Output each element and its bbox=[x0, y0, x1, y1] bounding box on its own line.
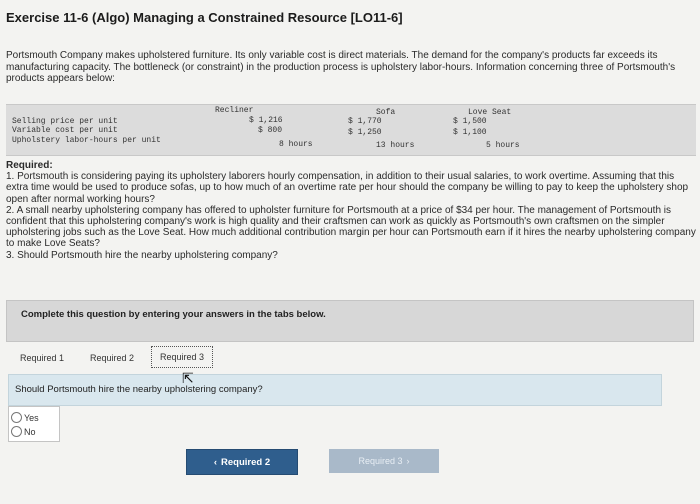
required-q2: 2. A small nearby upholstering company has offered to upholster furniture for Portsmouth at a price of $34 per hour. The management of Portsmouth is confident that this upholstering company's work is high quality and their craftsmen can work as quickly as Portsmouth's own craftsmen on the simpler upholstering jobs such as the Love Seat. How much additional contribution margin per hour can Portsmouth earn if it hires the nearby upholstering company to make Love Seats? bbox=[6, 204, 696, 250]
instruction-bar bbox=[6, 300, 694, 342]
option-no[interactable] bbox=[11, 426, 36, 437]
tab-required-3[interactable]: Required 3 bbox=[151, 346, 213, 368]
next-button[interactable] bbox=[329, 449, 439, 473]
cell-recliner-hours: 8 hours bbox=[279, 140, 313, 149]
prev-button-label: Required 2 bbox=[221, 456, 271, 468]
page-title: Exercise 11-6 (Algo) Managing a Constrained Resource [LO11-6] bbox=[6, 10, 403, 25]
radio-no[interactable] bbox=[11, 426, 22, 437]
option-yes-label: Yes bbox=[24, 412, 39, 423]
cell-sofa-price: $ 1,770 bbox=[348, 117, 382, 126]
required-q1: 1. Portsmouth is considering paying its upholstery laborers hourly compensation, in addition to their usual salaries, to work overtime. Assuming that this extra time would be used to produce sofas, up to how much of an overtime rate per hour should the company be willing to pay to keep the upholstery shop open after normal working hours? bbox=[6, 171, 689, 205]
chevron-right-icon: › bbox=[406, 456, 410, 466]
answer-options bbox=[8, 406, 60, 442]
col-header-recliner: Recliner bbox=[215, 106, 254, 115]
cell-loveseat-price: $ 1,500 bbox=[453, 117, 487, 126]
question-text: Should Portsmouth hire the nearby upholstering company? bbox=[15, 384, 263, 395]
cell-recliner-cost: $ 800 bbox=[258, 126, 283, 135]
col-header-sofa: Sofa bbox=[376, 108, 396, 117]
option-yes[interactable] bbox=[11, 412, 39, 423]
cell-loveseat-hours: 5 hours bbox=[486, 141, 520, 150]
col-header-love-seat: Love Seat bbox=[468, 108, 512, 117]
intro-paragraph: Portsmouth Company makes upholstered furniture. Its only variable cost is direct materials. The demand for the company's products far exceeds its manufacturing capacity. The bottleneck (or constraint) in the production process is upholstery labor-hours. Information concerning three of Portsmouth's products appears below: bbox=[6, 50, 676, 84]
tab-required-2[interactable]: Required 2 bbox=[90, 353, 135, 363]
cell-sofa-hours: 13 hours bbox=[376, 141, 415, 150]
required-heading: Required: bbox=[6, 160, 53, 171]
chevron-left-icon: ‹ bbox=[213, 456, 218, 468]
required-section bbox=[6, 160, 696, 261]
question-bar bbox=[8, 374, 662, 406]
tab-required-1[interactable]: Required 1 bbox=[20, 353, 65, 363]
row-label-variable-cost: Variable cost per unit bbox=[12, 126, 118, 135]
instruction-text: Complete this question by entering your answers in the tabs below. bbox=[21, 309, 326, 320]
mouse-cursor-icon: ⇱ bbox=[182, 370, 194, 386]
row-label-labor-hours: Upholstery labor-hours per unit bbox=[12, 136, 161, 145]
prev-button[interactable] bbox=[186, 449, 298, 475]
next-button-label: Required 3 bbox=[358, 456, 403, 466]
radio-yes[interactable] bbox=[11, 412, 22, 423]
cell-recliner-price: $ 1,216 bbox=[249, 116, 283, 125]
row-label-selling-price: Selling price per unit bbox=[12, 117, 118, 126]
option-no-label: No bbox=[24, 426, 36, 437]
cell-sofa-cost: $ 1,250 bbox=[348, 128, 382, 137]
product-data-table bbox=[6, 104, 696, 156]
required-q3: 3. Should Portsmouth hire the nearby upholstering company? bbox=[6, 249, 278, 261]
cell-loveseat-cost: $ 1,100 bbox=[453, 128, 487, 137]
